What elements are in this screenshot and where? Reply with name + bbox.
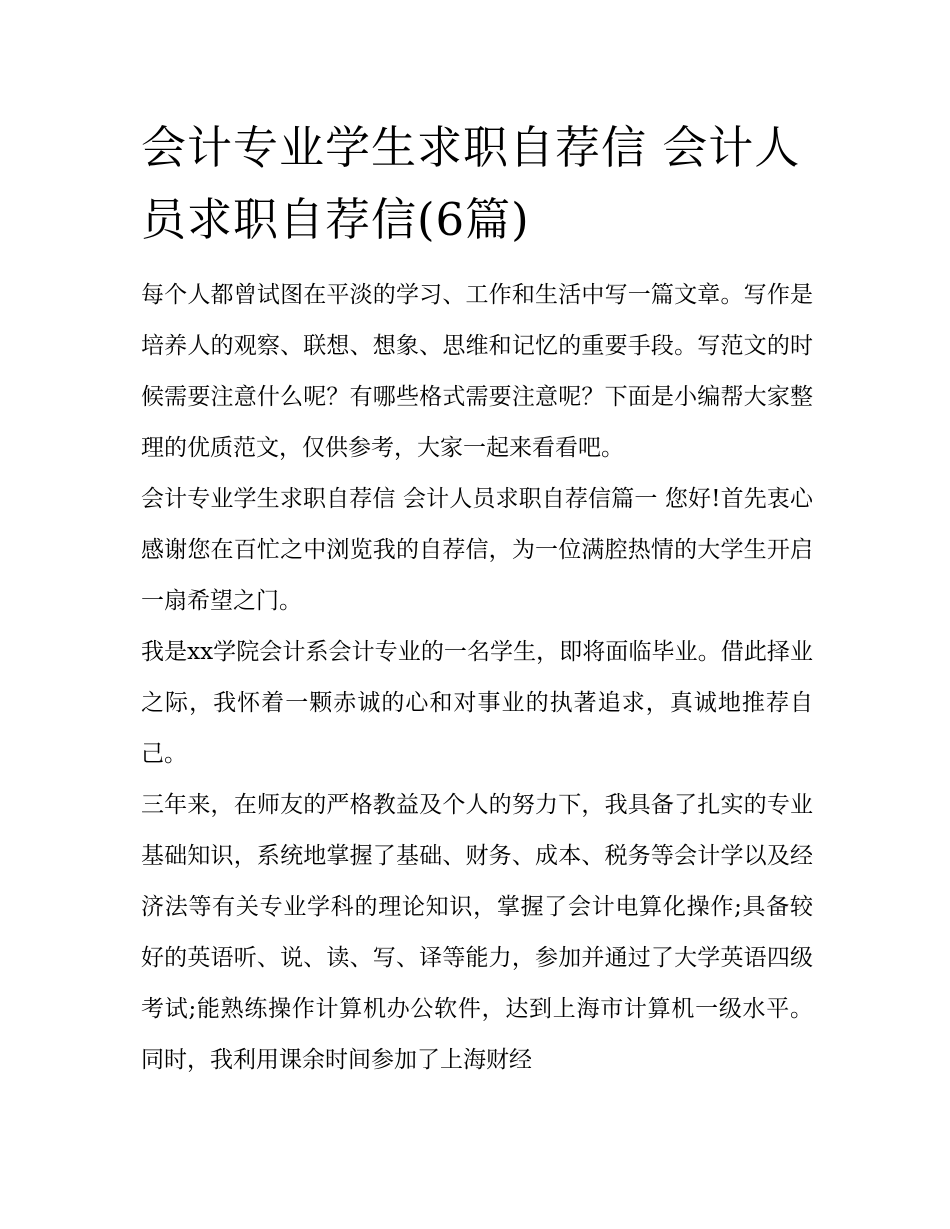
paragraph-intro: 每个人都曾试图在平淡的学习、工作和生活中写一篇文章。写作是培养人的观察、联想、想象、思维和记忆的重要手段。写范文的时候需要注意什么呢？有哪些格式需要注意呢？下面是小编帮大家整理的优质范文，仅供参考，大家一起来看看吧。 <box>141 282 813 461</box>
paragraph-skills: 三年来，在师友的严格教益及个人的努力下，我具备了扎实的专业基础知识，系统地掌握了基础、财务、成本、税务等会计学以及经济法等有关专业学科的理论知识，掌握了会计电算化操作;具备较好的英语听、说、读、写、译等能力，参加并通过了大学英语四级考试;能熟练操作计算机办公软件，达到上海市计算机一级水平。同时，我利用课余时间参加了上海财经 <box>141 792 813 1073</box>
paragraph-self-intro: 我是xx学院会计系会计专业的一名学生，即将面临毕业。借此择业之际，我怀着一颗赤诚的心和对事业的执著追求，真诚地推荐自己。 <box>141 639 813 767</box>
paragraph-greeting: 会计专业学生求职自荐信 会计人员求职自荐信篇一 您好!首先衷心感谢您在百忙之中浏览我的自荐信，为一位满腔热情的大学生开启一扇希望之门。 <box>141 486 813 614</box>
document-page <box>141 112 813 1086</box>
document-title: 会计专业学生求职自荐信 会计人员求职自荐信(6篇) <box>141 121 801 246</box>
